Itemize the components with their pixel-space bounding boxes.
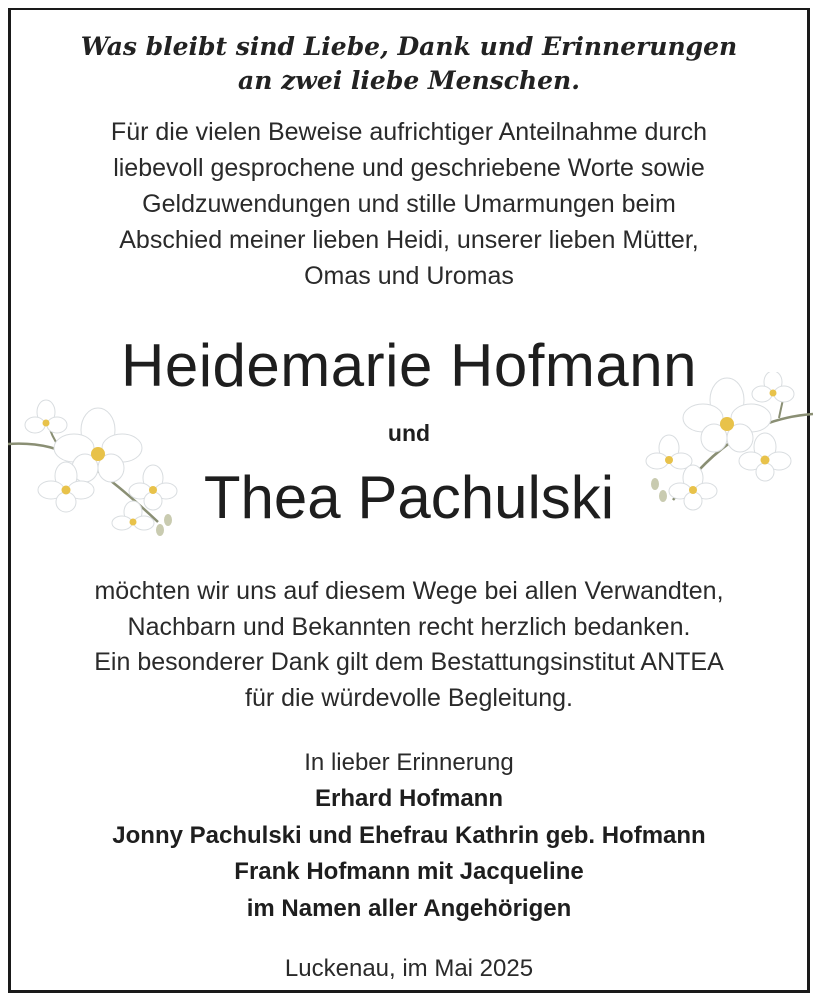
signer-line: Frank Hofmann mit Jacqueline [234, 858, 584, 885]
signer-line: im Namen aller Angehörigen [246, 894, 572, 922]
heading-line: an zwei liebe Menschen. [238, 66, 580, 95]
signers-list [0, 781, 818, 927]
orchid-left-icon [8, 392, 178, 552]
intro-line: Omas und Uromas [304, 262, 514, 290]
intro-line: liebevoll gesprochene und geschriebene Worte sowie [113, 154, 705, 182]
place-and-date: Luckenau, im Mai 2025 [284, 955, 534, 982]
name-connector: und [387, 420, 431, 446]
orchid-right-icon [645, 372, 813, 522]
signer-line: Erhard Hofmann [314, 785, 503, 812]
intro-line: Für die vielen Beweise aufrichtiger Anteilnahme durch [110, 118, 708, 146]
intro-line: Geldzuwendungen und stille Umarmungen beim [142, 190, 676, 218]
thanks-line: für die würdevolle Begleitung. [245, 683, 573, 712]
thanks-line: möchten wir uns auf diesem Wege bei allen Verwandten, [94, 577, 724, 605]
notice-heading [0, 30, 818, 98]
thanks-line: Nachbarn und Bekannten recht herzlich bedanken. [127, 612, 691, 641]
deceased-name-heidemarie: Heidemarie Hofmann [121, 332, 697, 399]
heading-line: Was bleibt sind Liebe, Dank und Erinnerungen [80, 32, 738, 61]
thanks-line: Ein besonderer Dank gilt dem Bestattungsinstitut ANTEA [94, 648, 724, 676]
intro-text [0, 114, 818, 294]
signer-line: Jonny Pachulski und Ehefrau Kathrin geb. Hofmann [112, 821, 706, 849]
intro-line: Abschied meiner lieben Heidi, unserer lieben Mütter, [119, 226, 699, 254]
closing-phrase: In lieber Erinnerung [304, 749, 514, 776]
thanks-text [0, 574, 818, 716]
deceased-name-thea: Thea Pachulski [203, 464, 615, 531]
